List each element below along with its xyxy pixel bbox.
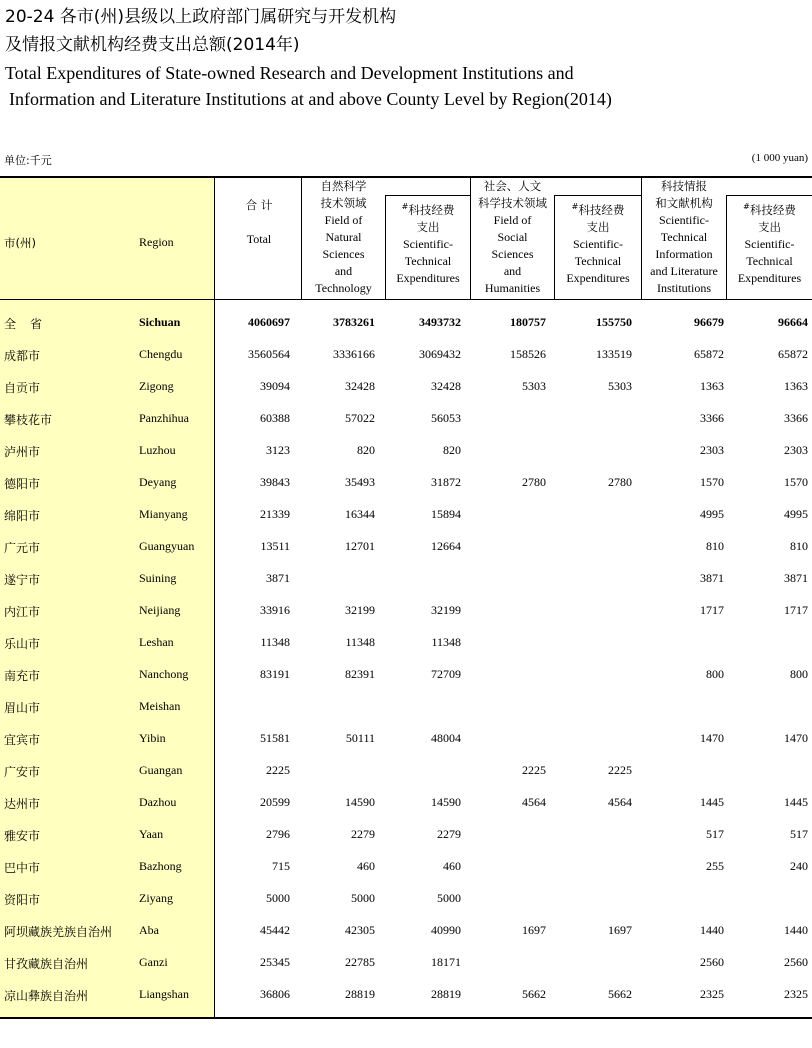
table-row: [0, 755, 812, 787]
region-name-cn: 内江市: [4, 605, 41, 619]
header-line: Technical: [574, 253, 622, 268]
region-name-en: Meishan: [139, 699, 181, 713]
value-cell: 12701: [345, 539, 375, 553]
data-table: [0, 176, 812, 1019]
header-natural-sci: [386, 198, 470, 287]
table-row: [0, 851, 812, 883]
header-subrule: [726, 195, 812, 196]
header-line: [217, 214, 301, 231]
value-cell: 1363: [700, 379, 724, 393]
header-bottom-rule: [0, 299, 812, 300]
value-cell: 1697: [608, 923, 632, 937]
region-name-cn: 南充市: [4, 669, 41, 683]
value-cell: 16344: [345, 507, 375, 521]
value-cell: 36806: [260, 987, 290, 1001]
region-name-en: Leshan: [139, 635, 174, 649]
region-name-cn: 甘孜藏族自治州: [4, 957, 89, 971]
value-cell: 35493: [345, 475, 375, 489]
table-row: [0, 691, 812, 723]
title-cn-line1: 20-24 各市(州)县级以上政府部门属研究与开发机构: [5, 7, 397, 27]
region-name-cn: 全省: [4, 317, 57, 331]
table-row: [0, 371, 812, 403]
value-cell: 1570: [700, 475, 724, 489]
header-line: Social: [497, 230, 528, 244]
value-cell: 14590: [345, 795, 375, 809]
header-line: and: [503, 264, 522, 278]
value-cell: 2279: [351, 827, 375, 841]
region-name-cn: 凉山彝族自治州: [4, 989, 89, 1003]
header-line: Scientific-: [403, 236, 453, 251]
value-cell: 2303: [700, 443, 724, 457]
header-line: 和文献机构: [655, 196, 713, 210]
value-cell: 715: [272, 859, 290, 873]
header-subrule: [385, 195, 470, 196]
value-cell: 5000: [266, 891, 290, 905]
value-cell: 11348: [260, 635, 290, 649]
value-cell: 2560: [784, 955, 808, 969]
value-cell: 33916: [260, 603, 290, 617]
region-name-cn: 资阳市: [4, 893, 41, 907]
header-line: Scientific-: [573, 236, 623, 251]
header-line: Expenditures: [737, 270, 802, 285]
header-line: Total: [246, 232, 272, 246]
value-cell: 5000: [351, 891, 375, 905]
value-cell: 32428: [431, 379, 461, 393]
table-row: [0, 403, 812, 435]
region-name-cn: 泸州市: [4, 445, 41, 459]
value-cell: 83191: [260, 667, 290, 681]
table-row: [0, 435, 812, 467]
value-cell: 32199: [431, 603, 461, 617]
region-name-cn: 眉山市: [4, 701, 41, 715]
value-cell: 5662: [522, 987, 546, 1001]
region-name-en: Guangyuan: [139, 539, 195, 553]
header-line: Institutions: [656, 281, 711, 295]
header-line: 支出: [758, 219, 781, 234]
region-name-en: Sichuan: [139, 315, 181, 329]
header-line: and Literature: [650, 264, 718, 278]
region-name-en: Chengdu: [139, 347, 183, 361]
title-en-line1: Total Expenditures of State-owned Research and Development Institutions and: [5, 63, 574, 83]
value-cell: 4564: [608, 795, 632, 809]
table-row: [0, 339, 812, 371]
header-line: Technical: [404, 253, 452, 268]
header-line: #科技经费: [571, 202, 625, 217]
region-name-en: Panzhihua: [139, 411, 189, 425]
value-cell: 56053: [431, 411, 461, 425]
table-row: [0, 787, 812, 819]
region-name-cn: 广元市: [4, 541, 41, 555]
value-cell: 3366: [700, 411, 724, 425]
value-cell: 3871: [266, 571, 290, 585]
header-line: 支出: [416, 219, 440, 234]
table-row: [0, 723, 812, 755]
value-cell: 28819: [431, 987, 461, 1001]
header-line: Technical: [746, 253, 793, 268]
region-name-en: Yibin: [139, 731, 166, 745]
value-cell: 517: [706, 827, 724, 841]
value-cell: 57022: [345, 411, 375, 425]
value-cell: 96679: [694, 315, 724, 329]
region-name-cn: 广安市: [4, 765, 41, 779]
value-cell: 39094: [260, 379, 290, 393]
region-name-en: Suining: [139, 571, 177, 585]
value-cell: 155750: [596, 315, 632, 329]
unit-label-en: (1 000 yuan): [751, 152, 808, 164]
value-cell: 1697: [522, 923, 546, 937]
region-name-cn: 遂宁市: [4, 573, 41, 587]
value-cell: 810: [790, 539, 808, 553]
header-line: Humanities: [484, 281, 541, 295]
table-row: [0, 979, 812, 1011]
region-name-cn: 德阳市: [4, 477, 41, 491]
title-en-line2: Information and Literature Institutions at and above County Level by Region(2014): [9, 89, 612, 109]
header-line: Field of: [493, 213, 532, 227]
value-cell: 12664: [431, 539, 461, 553]
region-name-en: Deyang: [139, 475, 177, 489]
value-cell: 42305: [345, 923, 375, 937]
value-cell: 460: [357, 859, 375, 873]
value-cell: 5303: [522, 379, 546, 393]
value-cell: 72709: [431, 667, 461, 681]
region-name-en: Luzhou: [139, 443, 176, 457]
value-cell: 2325: [700, 987, 724, 1001]
table-row: [0, 595, 812, 627]
table-row: [0, 627, 812, 659]
header-line: Scientific-: [744, 236, 795, 251]
region-name-cn: 达州市: [4, 797, 41, 811]
table-row: [0, 947, 812, 979]
table-row: [0, 467, 812, 499]
value-cell: 3871: [700, 571, 724, 585]
header-line: Technical: [660, 230, 708, 244]
value-cell: 32428: [345, 379, 375, 393]
value-cell: 1470: [700, 731, 724, 745]
region-name-en: Guangan: [139, 763, 183, 777]
value-cell: 133519: [596, 347, 632, 361]
header-line: Natural: [325, 230, 362, 244]
value-cell: 3493732: [419, 315, 461, 329]
region-name-en: Bazhong: [139, 859, 182, 873]
value-cell: 5303: [608, 379, 632, 393]
value-cell: 2225: [608, 763, 632, 777]
header-line: 合 计: [245, 198, 273, 212]
region-name-en: Mianyang: [139, 507, 188, 521]
region-name-en: Nanchong: [139, 667, 189, 681]
value-cell: 3560564: [248, 347, 290, 361]
region-name-en: Ganzi: [139, 955, 168, 969]
value-cell: 1570: [784, 475, 808, 489]
value-cell: 65872: [778, 347, 808, 361]
value-cell: 820: [443, 443, 461, 457]
value-cell: 32199: [345, 603, 375, 617]
value-cell: 82391: [345, 667, 375, 681]
value-cell: 158526: [510, 347, 546, 361]
region-name-en: Zigong: [139, 379, 174, 393]
region-name-en: Aba: [139, 923, 159, 937]
value-cell: 25345: [260, 955, 290, 969]
header-info: [642, 178, 726, 297]
value-cell: 800: [790, 667, 808, 681]
table-row: [0, 499, 812, 531]
region-name-en: Yaan: [139, 827, 164, 841]
value-cell: 810: [706, 539, 724, 553]
value-cell: 2225: [266, 763, 290, 777]
value-cell: 2780: [522, 475, 546, 489]
header-line: 社会、人文: [483, 179, 542, 193]
table-row-total: [0, 307, 812, 339]
region-name-cn: 雅安市: [4, 829, 41, 843]
value-cell: 48004: [431, 731, 461, 745]
value-cell: 1717: [700, 603, 724, 617]
region-name-cn: 成都市: [4, 349, 41, 363]
region-name-cn: 巴中市: [4, 861, 41, 875]
unit-label-cn: 单位:千元: [4, 154, 52, 167]
region-name-en: Neijiang: [139, 603, 181, 617]
value-cell: 11348: [345, 635, 375, 649]
region-name-cn: 攀枝花市: [4, 413, 53, 427]
table-row: [0, 563, 812, 595]
header-region-en: Region: [139, 235, 174, 249]
value-cell: 1470: [784, 731, 808, 745]
region-name-cn: 乐山市: [4, 637, 41, 651]
header-line: #科技经费: [743, 202, 796, 217]
header-city-cn: 市(州): [4, 236, 36, 250]
value-cell: 800: [706, 667, 724, 681]
value-cell: 14590: [431, 795, 461, 809]
header-line: 技术领域: [320, 196, 367, 210]
header-line: Technology: [315, 281, 372, 295]
value-cell: 1445: [700, 795, 724, 809]
value-cell: 21339: [260, 507, 290, 521]
region-name-cn: 阿坝藏族羌族自治州: [4, 925, 113, 939]
table-row: [0, 915, 812, 947]
value-cell: 15894: [431, 507, 461, 521]
value-cell: 22785: [345, 955, 375, 969]
region-name-cn: 自贡市: [4, 381, 41, 395]
value-cell: 1440: [700, 923, 724, 937]
header-line: Sciences: [322, 247, 365, 261]
header-line: 支出: [586, 219, 610, 234]
region-name-en: Ziyang: [139, 891, 173, 905]
value-cell: 1717: [784, 603, 808, 617]
header-line: Field of: [324, 213, 363, 227]
table-row: [0, 883, 812, 915]
header-social: [471, 178, 554, 297]
region-name-en: Liangshan: [139, 987, 189, 1001]
header-subrule: [554, 195, 641, 196]
header-line: Expenditures: [396, 270, 460, 285]
table-row: [0, 819, 812, 851]
value-cell: 2303: [784, 443, 808, 457]
value-cell: 3123: [266, 443, 290, 457]
title-cn-line2: 及情报文献机构经费支出总额(2014年): [5, 35, 300, 55]
header-line: Information: [655, 247, 713, 261]
value-cell: 4995: [700, 507, 724, 521]
region-name-en: Dazhou: [139, 795, 177, 809]
value-cell: 2560: [700, 955, 724, 969]
header-line: 科学技术领域: [478, 196, 547, 210]
value-cell: 5662: [608, 987, 632, 1001]
header-info-sci: [727, 198, 812, 287]
value-cell: 31872: [431, 475, 461, 489]
header-line: #科技经费: [401, 202, 455, 217]
value-cell: 3336166: [333, 347, 375, 361]
value-cell: 60388: [260, 411, 290, 425]
value-cell: 180757: [510, 315, 546, 329]
header-line: 科技情报: [661, 179, 707, 193]
value-cell: 11348: [431, 635, 461, 649]
value-cell: 2225: [522, 763, 546, 777]
value-cell: 3366: [784, 411, 808, 425]
value-cell: 255: [706, 859, 724, 873]
value-cell: 4564: [522, 795, 546, 809]
value-cell: 65872: [694, 347, 724, 361]
header-line: Expenditures: [566, 270, 630, 285]
region-name-cn: 绵阳市: [4, 509, 41, 523]
value-cell: 28819: [345, 987, 375, 1001]
value-cell: 96664: [778, 315, 808, 329]
value-cell: 20599: [260, 795, 290, 809]
value-cell: 5000: [437, 891, 461, 905]
value-cell: 39843: [260, 475, 290, 489]
header-line: Scientific-: [659, 213, 709, 227]
header-line: Sciences: [491, 247, 534, 261]
value-cell: 40990: [431, 923, 461, 937]
value-cell: 51581: [260, 731, 290, 745]
header-line: and: [334, 264, 353, 278]
value-cell: 3069432: [419, 347, 461, 361]
value-cell: 2279: [437, 827, 461, 841]
value-cell: 2780: [608, 475, 632, 489]
value-cell: 460: [443, 859, 461, 873]
value-cell: 4060697: [248, 315, 290, 329]
table-row: [0, 659, 812, 691]
header-social-sci: [555, 198, 641, 287]
value-cell: 13511: [260, 539, 290, 553]
value-cell: 3871: [784, 571, 808, 585]
header-natural: [302, 178, 385, 297]
value-cell: 820: [357, 443, 375, 457]
value-cell: 517: [790, 827, 808, 841]
header-line: 自然科学: [320, 179, 367, 193]
header-total: [217, 197, 301, 248]
value-cell: 3783261: [333, 315, 375, 329]
value-cell: 1445: [784, 795, 808, 809]
value-cell: 2796: [266, 827, 290, 841]
value-cell: 1440: [784, 923, 808, 937]
value-cell: 2325: [784, 987, 808, 1001]
value-cell: 50111: [345, 731, 375, 745]
value-cell: 240: [790, 859, 808, 873]
region-name-cn: 宜宾市: [4, 733, 41, 747]
value-cell: 4995: [784, 507, 808, 521]
value-cell: 1363: [784, 379, 808, 393]
table-row: [0, 531, 812, 563]
value-cell: 45442: [260, 923, 290, 937]
value-cell: 18171: [431, 955, 461, 969]
